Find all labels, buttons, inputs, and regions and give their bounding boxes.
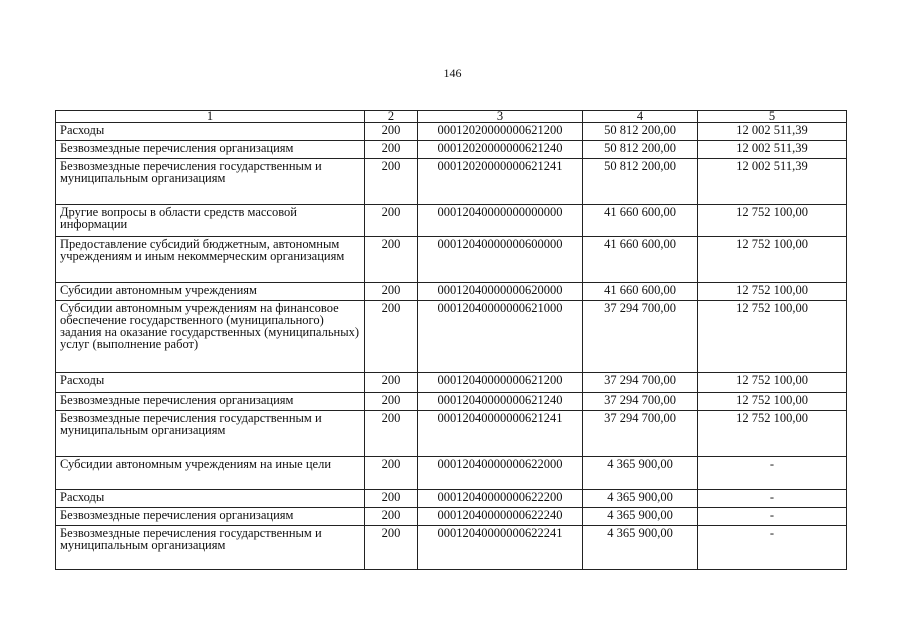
row-executed-amount: - [698, 457, 847, 490]
row-executed-amount: 12 752 100,00 [698, 373, 847, 393]
budget-table [55, 110, 847, 570]
column-header: 5 [698, 111, 847, 123]
row-executed-amount: 12 752 100,00 [698, 393, 847, 411]
row-budget-code: 00012040000000622241 [418, 526, 583, 570]
row-approved-amount: 37 294 700,00 [583, 393, 698, 411]
row-executed-amount: 12 752 100,00 [698, 205, 847, 237]
column-header: 4 [583, 111, 698, 123]
row-approved-amount: 4 365 900,00 [583, 457, 698, 490]
row-budget-code: 00012040000000621241 [418, 411, 583, 457]
row-description: Безвозмездные перечисления организациям [56, 393, 365, 411]
row-executed-amount: - [698, 490, 847, 508]
row-admin-code: 200 [365, 490, 418, 508]
row-description: Безвозмездные перечисления государственным и муниципальным организациям [56, 411, 365, 457]
table-row [56, 301, 847, 373]
row-approved-amount: 50 812 200,00 [583, 123, 698, 141]
row-description: Субсидии автономным учреждениям [56, 283, 365, 301]
page-number: 146 [443, 66, 462, 80]
row-budget-code: 00012040000000620000 [418, 283, 583, 301]
table-row [56, 457, 847, 490]
row-budget-code: 00012040000000621240 [418, 393, 583, 411]
row-description: Другие вопросы в области средств массовой информации [56, 205, 365, 237]
row-approved-amount: 50 812 200,00 [583, 159, 698, 205]
header-row [56, 111, 847, 123]
table-row [56, 373, 847, 393]
table-row [56, 393, 847, 411]
row-description: Безвозмездные перечисления государственным и муниципальным организациям [56, 526, 365, 570]
row-admin-code: 200 [365, 283, 418, 301]
row-description: Субсидии автономным учреждениям на иные цели [56, 457, 365, 490]
table-row [56, 508, 847, 526]
row-description: Безвозмездные перечисления организациям [56, 508, 365, 526]
row-admin-code: 200 [365, 526, 418, 570]
row-approved-amount: 41 660 600,00 [583, 205, 698, 237]
row-budget-code: 00012020000000621241 [418, 159, 583, 205]
row-admin-code: 200 [365, 159, 418, 205]
row-executed-amount: 12 752 100,00 [698, 283, 847, 301]
row-admin-code: 200 [365, 237, 418, 283]
row-admin-code: 200 [365, 141, 418, 159]
row-approved-amount: 50 812 200,00 [583, 141, 698, 159]
row-approved-amount: 37 294 700,00 [583, 301, 698, 373]
table-row [56, 526, 847, 570]
row-admin-code: 200 [365, 393, 418, 411]
row-description: Расходы [56, 123, 365, 141]
row-approved-amount: 41 660 600,00 [583, 237, 698, 283]
row-approved-amount: 37 294 700,00 [583, 373, 698, 393]
table-row [56, 123, 847, 141]
row-admin-code: 200 [365, 205, 418, 237]
table-row [56, 205, 847, 237]
row-executed-amount: 12 002 511,39 [698, 141, 847, 159]
row-executed-amount: 12 752 100,00 [698, 411, 847, 457]
row-executed-amount: 12 002 511,39 [698, 123, 847, 141]
table-row [56, 237, 847, 283]
column-header: 1 [56, 111, 365, 123]
row-budget-code: 00012040000000622240 [418, 508, 583, 526]
row-budget-code: 00012040000000000000 [418, 205, 583, 237]
table-row [56, 283, 847, 301]
row-approved-amount: 37 294 700,00 [583, 411, 698, 457]
row-budget-code: 00012040000000622200 [418, 490, 583, 508]
row-executed-amount: 12 752 100,00 [698, 301, 847, 373]
row-admin-code: 200 [365, 508, 418, 526]
row-description: Расходы [56, 373, 365, 393]
row-executed-amount: 12 002 511,39 [698, 159, 847, 205]
row-approved-amount: 4 365 900,00 [583, 508, 698, 526]
row-executed-amount: 12 752 100,00 [698, 237, 847, 283]
row-admin-code: 200 [365, 301, 418, 373]
row-description: Безвозмездные перечисления организациям [56, 141, 365, 159]
row-approved-amount: 41 660 600,00 [583, 283, 698, 301]
row-approved-amount: 4 365 900,00 [583, 526, 698, 570]
table-row [56, 411, 847, 457]
row-admin-code: 200 [365, 123, 418, 141]
row-budget-code: 00012040000000621000 [418, 301, 583, 373]
row-admin-code: 200 [365, 457, 418, 490]
row-executed-amount: - [698, 508, 847, 526]
table-row [56, 141, 847, 159]
row-budget-code: 00012040000000621200 [418, 373, 583, 393]
row-budget-code: 00012040000000600000 [418, 237, 583, 283]
row-budget-code: 00012040000000622000 [418, 457, 583, 490]
table-row [56, 490, 847, 508]
row-description: Безвозмездные перечисления государственным и муниципальным организациям [56, 159, 365, 205]
row-budget-code: 00012020000000621240 [418, 141, 583, 159]
row-budget-code: 00012020000000621200 [418, 123, 583, 141]
row-admin-code: 200 [365, 411, 418, 457]
table-row [56, 159, 847, 205]
row-approved-amount: 4 365 900,00 [583, 490, 698, 508]
row-description: Расходы [56, 490, 365, 508]
column-header: 3 [418, 111, 583, 123]
row-description: Субсидии автономным учреждениям на финансовое обеспечение государственного (муниципального) задания на оказание государственных (муниципальных) услуг (выполнение работ) [56, 301, 365, 373]
row-description: Предоставление субсидий бюджетным, автономным учреждениям и иным некоммерческим организациям [56, 237, 365, 283]
column-header: 2 [365, 111, 418, 123]
row-admin-code: 200 [365, 373, 418, 393]
row-executed-amount: - [698, 526, 847, 570]
